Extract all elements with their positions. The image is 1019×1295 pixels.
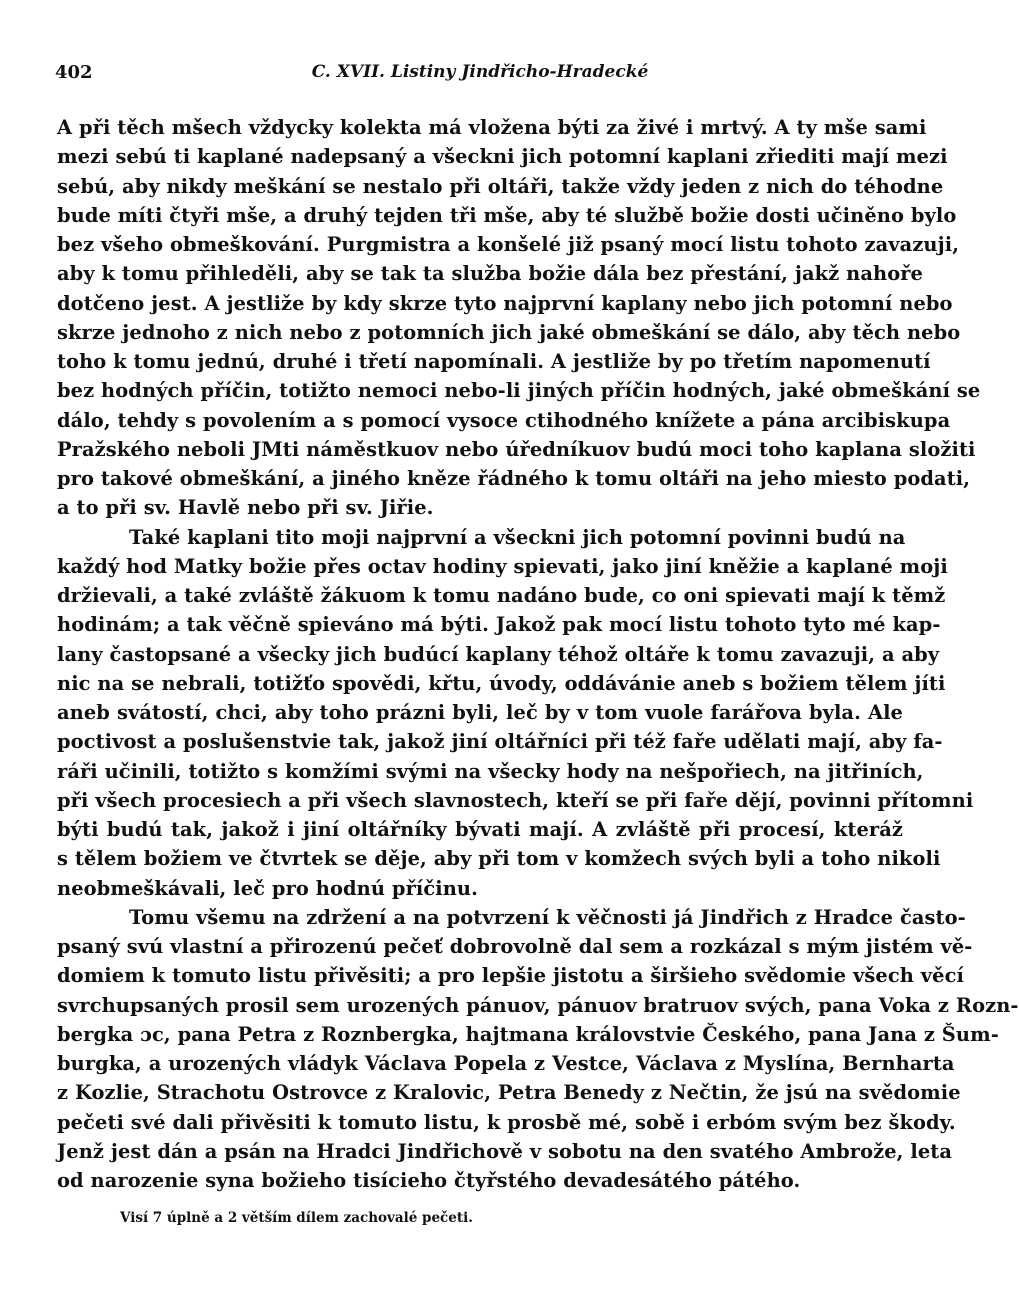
text-line: svrchupsaných prosil sem urozených pánuov, pánuov bratruov svých, pana Voka z Rozn- <box>57 993 1019 1017</box>
text-line: každý hod Matky božie přes octav hodiny spievati, jako jiní kněžie a kaplané moji <box>57 554 948 578</box>
text-line: domiem k tomuto listu přivěsiti; a pro lepšie jistotu a širšieho svědomie všech věcí <box>57 964 964 988</box>
seal-footnote: Visí 7 úplně a 2 větším dílem zachovalé pečeti. <box>120 1210 473 1226</box>
page-number: 402 <box>55 62 93 83</box>
text-line: Také kaplani tito moji najprvní a všeckni jich potomní povinni budú na <box>129 525 906 549</box>
text-line: psaný svú vlastní a přirozenú pečeť dobrovolně dal sem a rozkázal s mým jistém vě- <box>57 935 973 958</box>
text-line: při všech procesiech a při všech slavnostech, kteří se při faře dějí, povinni přítomni <box>57 788 974 812</box>
running-head: C. XVII. Listiny Jindřicho-Hradecké <box>311 62 649 82</box>
text-line: býti budú tak, jakož i jiní oltářníky bývati mají. A zvláště při procesí, kteráž <box>57 818 903 841</box>
text-line: pro takové obmeškání, a jiného kněze řádného k tomu oltáři na jeho miesto podati, <box>57 467 971 490</box>
text-line: burgka, a urozených vládyk Václava Popela z Vestce, Václava z Myslína, Bernharta <box>57 1052 955 1075</box>
text-line: mezi sebú ti kaplané nadepsaný a všeckni jich potomní kaplani zřiediti mají mezi <box>57 145 948 169</box>
text-line: bez hodných příčin, totižto nemoci nebo-li jiných příčin hodných, jaké obmeškání se <box>57 379 981 403</box>
text-line: ráři učinili, totižto s komžími svými na všecky hody na nešpořiech, na jitřiních, <box>57 759 924 783</box>
text-line: držievali, a také zvláště žákuom k tomu nadáno bude, co oni spievati mají k těmž <box>57 584 946 607</box>
text-line: a to při sv. Havlě nebo při sv. Jiřie. <box>57 496 434 520</box>
text-line: bergka ɔc, pana Petra z Roznbergka, hajtmana královstvie Českého, pana Jana z Šum- <box>57 1022 999 1046</box>
text-line: dotčeno jest. A jestliže by kdy skrze tyto najprvní kaplany nebo jich potomní nebo <box>57 291 953 315</box>
text-line: sebú, aby nikdy meškání se nestalo při oltáři, takže vždy jeden z nich do téhodne <box>57 174 944 198</box>
text-line: poctivost a poslušenstvie tak, jakož jiní oltářníci při též faře udělati mají, aby fa- <box>57 730 943 754</box>
text-line: s tělem božiem ve čtvrtek se děje, aby při tom v komžech svých byli a toho nikoli <box>57 847 941 871</box>
text-line: nic na se nebrali, totižťo spovědi, křtu, úvody, oddávánie aneb s božiem tělem jíti <box>57 671 946 695</box>
text-line: bude míti čtyři mše, a druhý tejden tři mše, aby té službě božie dosti učiněno bylo <box>57 203 957 227</box>
text-line: hodinám; a tak věčně spieváno má býti. Jakož pak mocí listu tohoto tyto mé kap- <box>57 613 941 637</box>
page-header <box>55 62 905 90</box>
text-line: dálo, tehdy s povolením a s pomocí vysoce ctihodného knížete a pána arcibiskupa <box>57 408 951 432</box>
text-line: Tomu všemu na zdržení a na potvrzení k věčnosti já Jindřich z Hradce často- <box>129 905 966 929</box>
text-line: pečeti své dali přivěsiti k tomuto listu, k prosbě mé, sobě i erbóm svým bez škody. <box>57 1110 956 1134</box>
document-body <box>57 113 1019 1195</box>
text-line: od narozenie syna božieho tisícieho čtyřstého devadesátého pátého. <box>57 1169 801 1192</box>
text-line: lany častopsané a všecky jich budúcí kaplany téhož oltáře k tomu zavazuji, a aby <box>57 642 940 666</box>
text-line: z Kozlie, Strachotu Ostrovce z Kralovic, Petra Benedy z Nečtin, že jsú na svědomie <box>57 1081 961 1105</box>
text-line: Pražského neboli JMti náměstkuov nebo úředníkuov budú moci toho kaplana složiti <box>57 437 976 461</box>
text-line: aneb svátostí, chci, aby toho prázni byli, leč by v tom vuole farářova byla. Ale <box>57 701 903 724</box>
text-line: A při těch mšech vždycky kolekta má vložena býti za živé i mrtvý. A ty mše sami <box>57 116 927 139</box>
text-line: Jenž jest dán a psán na Hradci Jindřichově v sobotu na den svatého Ambrože, leta <box>57 1139 952 1163</box>
text-line: toho k tomu jednú, druhé i třetí napomínali. A jestliže by po třetím napomenutí <box>57 350 931 373</box>
text-line: aby k tomu přihleděli, aby se tak ta služba božie dála bez přestání, jakž nahoře <box>57 262 923 286</box>
text-line: neobmeškávali, leč pro hodnú příčinu. <box>57 876 478 900</box>
text-line: bez všeho obmeškování. Purgmistra a konšelé již psaný mocí listu tohoto zavazuji, <box>57 233 960 256</box>
text-line: skrze jednoho z nich nebo z potomních jich jaké obmeškání se dálo, aby těch nebo <box>57 320 961 344</box>
